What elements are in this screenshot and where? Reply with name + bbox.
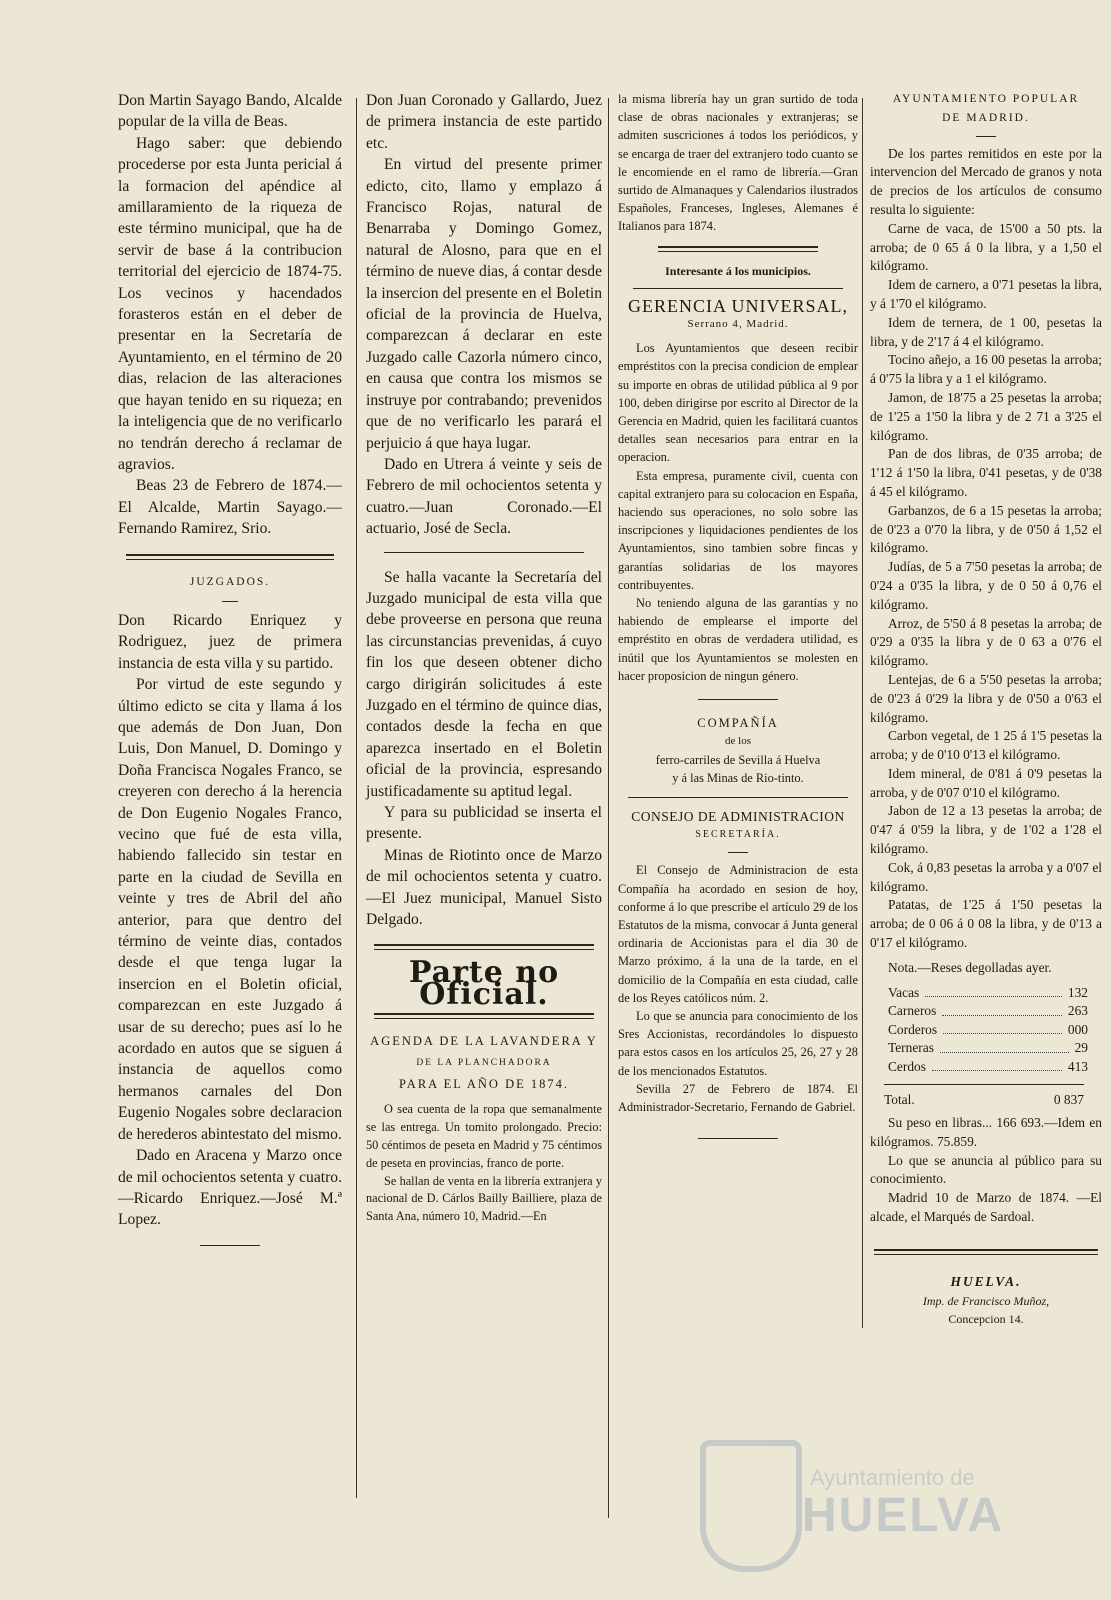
consejo-paragraph-3: Sevilla 27 de Febrero de 1874. El Administrador-Secretario, Fernando de Gabriel. [618,1081,858,1114]
edict-riotinto-signature: Minas de Riotinto once de Marzo de mil ochocientos setenta y cuatro.—El Juez municipal, Manuel Sisto Delgado. [366,846,602,929]
reses-row [888,1058,1088,1077]
watermark-line-1: Ayuntamiento de [810,1465,975,1490]
gerencia-paragraph-1: Los Ayuntamientos que deseen recibir empréstitos con la precisa condicion de emplear su importe en obras de utilidad pública al 9 por 100, deben dirigirse por escrito al Director de la Gerencia en Madrid, quien les facilitará cuantos detalles sean necesarios para entrar en la operacion. [618,341,858,465]
huelva-imprint: HUELVA. [950,1273,1022,1289]
reses-total [884,1084,1084,1110]
short-rule [976,136,996,137]
compania-ferrocarriles: ferro-carriles de Sevilla á Huelva [655,752,821,767]
printer-address: Concepcion 14. [948,1312,1024,1327]
watermark-line-2: HUELVA [802,1489,1005,1542]
agenda-description: O sea cuenta de la ropa que semanalmente se las entrega. Un tomito prolongado. Precio: 50 céntimos de peseta en Madrid y 75 céntimos de peseta en provincias, franco de porte. [366,1102,602,1170]
edict-riotinto-body: Se halla vacante la Secretaría del Juzgado municipal de esta villa que debe proveerse en persona que reuna las circunstancias prevenidas, á cuyo fin los que deseen obtener dicho cargo dirigirán solicitudes á este Juzgado en el término de quince dias, contados desde la fecha en que aparezca insertado en el Boletin oficial de la provincia, espresando justificadamente su aptitud legal. [366,568,602,800]
price-item: Tocino añejo, a 16 00 pesetas la arroba; á 0'75 la libra y a 1 el kilógramo. [870,352,1102,387]
price-item: Judías, de 5 a 7'50 pesetas la arroba; de 0'24 a 0'35 la libra, y de 0 50 á 0,76 el kilógramo. [870,559,1102,612]
consejo-title: CONSEJO DE ADMINISTRACION [631,808,845,824]
reses-label: Cerdos [888,1058,926,1074]
edict-utrera-heading: Don Juan Coronado y Gallardo, Juez de primera instancia de este partido etc. [366,92,602,152]
edict-aracena-signature: Dado en Aracena y Marzo once de mil ochocientos setenta y cuatro.—Ricardo Enriquez.—José M.ª Lopez. [118,1147,342,1229]
peso-info: Su peso en libras... 166 693.—Idem en kilógramos. 75.859. [870,1114,1102,1149]
reses-label: Corderos [888,1021,938,1037]
dot-leader [943,1021,1062,1035]
consejo-paragraph-2: Lo que se anuncia para conocimiento de los Sres Accionistas, recordándoles lo dispuesto para estos casos en los artículos 25, 26, 27 y 28 de los mencionados Estatutos. [618,1008,858,1078]
gerencia-address: Serrano 4, Madrid. [687,318,789,331]
short-rule [728,852,748,853]
ayuntamiento-huelva-watermark [690,1430,1010,1580]
section-divider [126,554,334,560]
gerencia-paragraph-3: No teniendo alguna de las garantías y no habiendo de emplearse el importe del empréstito en obras de verdadera utilidad, es inútil que los Ayuntamientos se molesten en hacer proposicion de ningun género. [618,596,858,683]
edict-beas-heading: Don Martin Sayago Bando, Alcalde popular de la villa de Beas. [118,92,342,131]
dot-leader [940,1039,1069,1053]
price-item: Idem de carnero, a 0'71 pesetas la libra, y á 1'70 el kilógramo. [870,277,1102,311]
reses-value: 413 [1067,1058,1088,1074]
price-item: Patatas, de 1'25 á 1'50 pesetas la arroba; de 0 06 á 0 08 la libra, y de 0'13 a 0'17 el kilógramo. [870,897,1102,951]
gerencia-title: GERENCIA UNIVERSAL, [628,295,848,316]
end-rule [200,1245,260,1246]
price-item: Cok, á 0,83 pesetas la arroba y a 0'07 el kilógramo. [870,859,1102,894]
dot-leader [942,1002,1062,1016]
column-1 [118,90,342,1254]
anuncio-text: Lo que se anuncia al público para su conocimiento. [870,1152,1102,1187]
reses-value: 263 [1067,1003,1088,1019]
total-value: 0 837 [1053,1092,1084,1108]
consejo-text-block [618,861,858,1116]
agenda-subtitle: DE LA PLANCHADORA [416,1057,552,1068]
reses-value: 132 [1067,984,1088,1000]
prices-intro: De los partes remitidos en este por la intervencion del Mercado de granos y nota de precios de los artículos de consumo resulta lo siguiente: [870,145,1102,217]
agenda-text-block [366,1101,602,1226]
price-item: Lentejas, de 6 a 5'50 pesetas la arroba; de 0'23 á 0'29 la libra y de 0'50 a 0'63 el kilógramo. [870,671,1102,725]
libreria-continuation: la misma librería hay un gran surtido de toda clase de obras nacionales y extranjeras; se admiten suscriciones á todos los periódicos, y se encarga de traer del extranjero todo cuanto se le encomiende en el ramo de librería.—Gran surtido de Almanaques y Calendarios ilustrados Españoles, Franceses, Ingleses, Alemanes é Italianos para 1874. [618,92,858,234]
reses-label: Carneros [888,1003,937,1019]
column-3 [618,90,858,1161]
edict-utrera-signature: Dado en Utrera á veinte y seis de Febrero de mil ochocientos setenta y cuatro.—Juan Coronado.—El actuario, José de Secla. [366,455,602,538]
column-rule [862,98,863,1328]
ayuntamiento-title: AYUNTAMIENTO POPULAR [892,93,1080,105]
parte-no-oficial-title: Parte no Oficial. [408,955,560,1012]
compania-minas: y á las Minas de Rio-tinto. [672,770,804,785]
column-rule [356,98,357,1498]
short-rule [222,601,238,602]
printer-name: Imp. de Francisco Muñoz, [922,1293,1050,1308]
madrid-date-signature: Madrid 10 de Marzo de 1874. —El alcade, el Marqués de Sardoal. [870,1190,1102,1224]
dot-leader [932,1058,1062,1072]
edict-aracena-body: Por virtud de este segundo y último edicto se cita y llama á los que además de Don Juan, Don Luis, Don Manuel, D. Domingo y Doña Francisca Nogales Franco, se creyeren con derecho á la herencia de Don Eugenio Nogales Franco, vecino que fué de esta villa, habiendo fallecido sin testar en parte en la ciudad de Sevilla en veinte y tres de Abril del año anterior, para que dentro del término de veinte dias, contados desde el que tenga lugar la insercion en el Boletin oficial, comparezcan en este Juzgado á usar de su derecho; pues así lo he acordado en autos que se siguen á instancia de aquellos como hermanos carnales del Don Eugenio Nogales sobre declaracion de herederos abintestato del mismo. [118,676,342,1143]
reses-row [888,1039,1088,1058]
reses-table [888,984,1088,1077]
reses-value: 000 [1067,1021,1088,1037]
price-item: Pan de dos libras, de 0'35 arroba; de 1'12 á 1'50 la libra, 0'41 pesetas, y de 0'38 á 45 el kilógramo. [870,446,1102,499]
column-2 [366,90,602,1226]
short-rule [628,797,848,798]
column-rule [608,98,609,1518]
reses-note: Nota.—Reses degolladas ayer. [888,959,1052,975]
gerencia-paragraph-2: Esta empresa, puramente civil, cuenta con capital extranjero para su colocacion en España, haciendo sus operaciones, no solo sobre las inscripciones y liquidaciones pendientes de los Ayuntamientos, sino tambien sobre fincas y garantías solidarias de los mayores contribuyentes. [618,468,858,592]
end-rule [698,1138,778,1139]
reses-value: 29 [1074,1040,1088,1056]
price-item: Jabon de 12 a 13 pesetas la arroba; de 0'47 á 0'59 la libra, y de 1'02 a 1'28 el kilógramo. [870,803,1102,857]
coat-of-arms-icon [700,1440,802,1572]
column-4 [870,90,1102,1329]
section-divider [374,944,594,950]
dot-leader [925,984,1062,998]
juzgados-title: JUZGADOS. [189,575,271,588]
price-item: Idem mineral, de 0'81 á 0'9 pesetas la arroba, y de 0'07 0'10 el kilógramo. [870,765,1102,800]
price-item: Carne de vaca, de 15'00 a 50 pts. la arroba; de 0 65 á 0 la libra, y a 1,50 el kilógramo. [870,220,1102,274]
reses-row [888,984,1088,1003]
edict-utrera-body: En virtud del presente primer edicto, cito, llamo y emplazo á Francisco Rojas, natural de Benarraba y Domingo Gomez, natural de Alosno, para que en el término de nueve dias, á contar desde la insercion del presente en el Boletin oficial de la provincia de Huelva, comparezcan á declarar en este Juzgado calle Cazorla número cinco, en causa que contra los mismos se instruye por contrabando; prevenidos que de no verificarlo les parará el perjuicio á que haya lugar. [366,156,602,452]
consejo-secretaria: SECRETARÍA. [695,829,781,841]
reses-row [888,1002,1088,1021]
compania-title: COMPAÑÍA [697,716,779,731]
reses-label: Vacas [888,984,920,1000]
section-divider [384,552,584,553]
consejo-paragraph-1: El Consejo de Administracion de esta Compañía ha acordado en sesion de hoy, conforme á lo que prescribe el artículo 29 de los Estatutos de la misma, convocar á Junta general ordinaria de Accionistas para el dia 30 de Marzo próximo, á la una de la tarde, en el domicilio de la Compañía en esta ciudad, calle de los Reyes católicos núm. 2. [618,863,858,1005]
price-item: Arroz, de 5'50 á 8 pesetas la arroba; de 0'29 a 0'35 la libra y de 0 63 a 0'76 el kilógramo. [870,615,1102,669]
edict-beas-body: Hago saber: que debiendo procederse por esta Junta pericial á la formacion del apéndice al amillaramiento de la riqueza de este término municipal, que ha de servir de base á la contribucion territorial del ejercicio de 1874-75. Los vecinos y hacendados forasteros están en el deber de presentar en la Secretaría de Ayuntamiento, en el término de 20 dias, relacion de las alteraciones que hayan tenido en su riqueza; en la inteligencia que de no verificarlo no tendrán derecho á reclamar de agravios. [118,134,342,473]
section-divider [374,1013,594,1019]
agenda-title: AGENDA DE LA LAVANDERA Y [370,1034,598,1049]
edict-beas-signature: Beas 23 de Febrero de 1874.—El Alcalde, Martin Sayago.—Fernando Ramirez, Srio. [118,477,342,538]
agenda-sale-info: Se hallan de venta en la librería extranjera y nacional de D. Cárlos Bailly Bailliere, plaza de Santa Ana, número 10, Madrid.—En [366,1173,602,1224]
section-divider [874,1249,1098,1255]
reses-label: Terneras [888,1040,934,1056]
edict-riotinto-line: Y para su publicidad se inserta el presente. [366,804,602,843]
interesante-title: Interesante á los municipios. [665,263,811,278]
price-item: Jamon, de 18'75 a 25 pesetas la arroba; de 1'25 a 1'50 la libra y de 2 71 a 3'25 el kilógramo. [870,389,1102,443]
price-item: Idem de ternera, de 1 00, pesetas la libra, y de 2'17 á 4 el kilógramo. [870,314,1102,349]
price-item: Garbanzos, de 6 a 15 pesetas la arroba; de 0'23 a 0'70 la libra, y de 0'50 á 1,52 el kilógramo. [870,502,1102,556]
prices-list [870,220,1102,953]
gerencia-text-block [618,339,858,685]
short-rule [698,699,778,700]
price-item: Carbon vegetal, de 1 25 á 1'5 pesetas la arroba; y de 0'10 0'13 el kilógramo. [870,728,1102,763]
compania-de-los: de los [725,735,751,748]
edict-aracena-heading: Don Ricardo Enriquez y Rodriguez, juez de primera instancia de esta villa y su partido. [118,611,342,672]
section-divider [658,246,818,252]
short-rule [633,288,843,289]
ayuntamiento-subtitle: DE MADRID. [942,111,1030,124]
reses-row [888,1021,1088,1040]
agenda-year: PARA EL AÑO DE 1874. [399,1077,569,1092]
total-label: Total. [884,1092,915,1108]
